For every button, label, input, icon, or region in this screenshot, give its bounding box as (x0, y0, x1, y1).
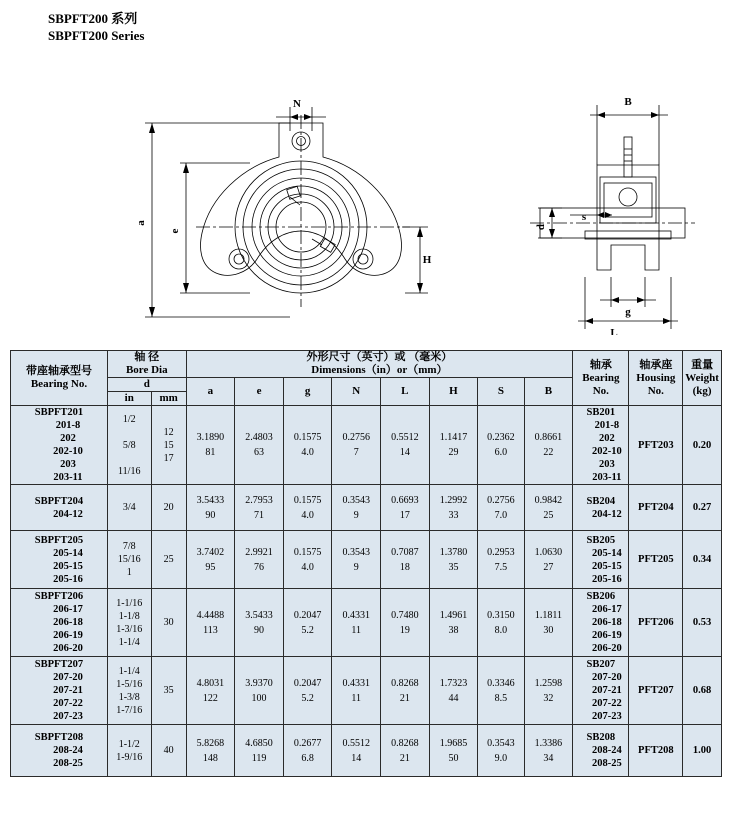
cell-dim-B: 0.9842 25 (524, 485, 573, 531)
cell-dim-N: 0.3543 9 (332, 485, 381, 531)
cell-dim-e: 2.9921 76 (235, 531, 284, 589)
header-housing (629, 351, 683, 406)
cell-dim-a: 5.8268 148 (186, 725, 235, 777)
header-housing-cn: 轴承座 (639, 358, 673, 371)
cell-dim-a: 3.5433 90 (186, 485, 235, 531)
title-line-en: SBPFT200 Series (48, 28, 145, 43)
header-col-g: g (283, 378, 332, 406)
cell-dim-H: 1.1417 29 (429, 406, 478, 485)
cell-bearing-no: SBPFT205 205-14 205-15 205-16 (11, 531, 108, 589)
header-col-N: N (332, 378, 381, 406)
cell-dim-g: 0.1575 4.0 (283, 531, 332, 589)
header-bearing-no2: No. (592, 384, 609, 397)
cell-bearing: SB207 207-20 207-21 207-22 207-23 (573, 657, 629, 725)
cell-bearing: SB201 201-8 202 202-10 203 203-11 (573, 406, 629, 485)
label-a: a (135, 220, 147, 226)
cell-dim-S: 0.3346 8.5 (478, 657, 524, 725)
header-bearing (573, 351, 629, 406)
cell-bore-mm: 30 (151, 589, 186, 657)
cell-dim-B: 1.0630 27 (524, 531, 573, 589)
cell-dim-g: 0.2047 5.2 (283, 589, 332, 657)
cell-dim-a: 3.1890 81 (186, 406, 235, 485)
cell-bore-mm: 25 (151, 531, 186, 589)
cell-dim-L: 0.6693 17 (381, 485, 430, 531)
label-e: e (169, 228, 181, 234)
cell-bore-in: 1/2 5/8 11/16 (107, 406, 151, 485)
header-bore-in: in (107, 392, 151, 406)
cell-bore-mm: 35 (151, 657, 186, 725)
cell-bearing-no: SBPFT204 204-12 (11, 485, 108, 531)
header-bore-cn: 轴 径 (134, 351, 160, 363)
table-row (11, 725, 722, 777)
cell-dim-N: 0.5512 14 (332, 725, 381, 777)
spec-table-body (11, 406, 722, 777)
cell-dim-g: 0.2677 6.8 (283, 725, 332, 777)
header-bearing-no (11, 351, 108, 406)
table-row (11, 406, 722, 485)
cell-housing: PFT207 (629, 657, 683, 725)
header-weight-en: Weight (685, 371, 719, 384)
cell-dim-S: 0.3150 8.0 (478, 589, 524, 657)
cell-bearing-no: SBPFT201 201-8 202 202-10 203 203-11 (11, 406, 108, 485)
cell-housing: PFT203 (629, 406, 683, 485)
spec-table (10, 350, 722, 777)
cell-weight: 0.27 (683, 485, 722, 531)
cell-bearing: SB204 204-12 (573, 485, 629, 531)
spec-table-wrap (10, 350, 722, 777)
table-row (11, 589, 722, 657)
cell-dim-S: 0.3543 9.0 (478, 725, 524, 777)
cell-dim-L: 0.8268 21 (381, 657, 430, 725)
cell-dim-S: 0.2362 6.0 (478, 406, 524, 485)
header-col-L: L (381, 378, 430, 406)
technical-drawing (0, 45, 730, 335)
cell-dim-N: 0.4331 11 (332, 657, 381, 725)
header-housing-en: Housing (636, 371, 676, 384)
label-B: B (624, 96, 632, 108)
cell-dim-N: 0.3543 9 (332, 531, 381, 589)
table-row (11, 531, 722, 589)
cell-weight: 0.53 (683, 589, 722, 657)
cell-dim-L: 0.7087 18 (381, 531, 430, 589)
cell-dim-B: 1.2598 32 (524, 657, 573, 725)
label-H: H (422, 254, 432, 266)
cell-dim-B: 0.8661 22 (524, 406, 573, 485)
label-d: d (535, 223, 547, 231)
cell-bearing: SB205 205-14 205-15 205-16 (573, 531, 629, 589)
cell-dim-e: 3.5433 90 (235, 589, 284, 657)
cell-dim-L: 0.7480 19 (381, 589, 430, 657)
cell-weight: 0.20 (683, 406, 722, 485)
header-weight-cn: 重量 (691, 358, 714, 371)
cell-bore-in: 1-1/4 1-5/16 1-3/8 1-7/16 (107, 657, 151, 725)
header-weight (683, 351, 722, 406)
cell-dim-L: 0.5512 14 (381, 406, 430, 485)
header-col-e: e (235, 378, 284, 406)
cell-dim-a: 3.7402 95 (186, 531, 235, 589)
header-col-S: S (478, 378, 524, 406)
cell-weight: 0.34 (683, 531, 722, 589)
header-dims (186, 351, 573, 378)
cell-housing: PFT204 (629, 485, 683, 531)
cell-dim-g: 0.2047 5.2 (283, 657, 332, 725)
cell-dim-N: 0.4331 11 (332, 589, 381, 657)
cell-dim-e: 3.9370 100 (235, 657, 284, 725)
cell-dim-g: 0.1575 4.0 (283, 485, 332, 531)
cell-weight: 1.00 (683, 725, 722, 777)
cell-bearing-no: SBPFT208 208-24 208-25 (11, 725, 108, 777)
table-row (11, 485, 722, 531)
label-L: L (610, 327, 618, 335)
header-col-B: B (524, 378, 573, 406)
header-bore-en: Bore Dia (125, 364, 168, 376)
cell-dim-H: 1.4961 38 (429, 589, 478, 657)
label-s: s (581, 211, 587, 223)
header-housing-no: No. (647, 384, 664, 397)
cell-dim-a: 4.8031 122 (186, 657, 235, 725)
cell-dim-e: 4.6850 119 (235, 725, 284, 777)
header-weight-unit: (kg) (692, 384, 712, 397)
cell-bearing: SB206 206-17 206-18 206-19 206-20 (573, 589, 629, 657)
header-bearing-cn: 轴承 (589, 358, 612, 371)
header-bearing-en: Bearing (582, 371, 620, 384)
cell-bore-in: 3/4 (107, 485, 151, 531)
cell-housing: PFT206 (629, 589, 683, 657)
cell-bore-in: 1-1/16 1-1/8 1-3/16 1-1/4 (107, 589, 151, 657)
header-bore-mm: mm (151, 392, 186, 406)
cell-dim-e: 2.4803 63 (235, 406, 284, 485)
cell-dim-S: 0.2953 7.5 (478, 531, 524, 589)
cell-dim-N: 0.2756 7 (332, 406, 381, 485)
cell-dim-S: 0.2756 7.0 (478, 485, 524, 531)
cell-weight: 0.68 (683, 657, 722, 725)
header-bore-d: d (107, 378, 186, 392)
cell-dim-e: 2.7953 71 (235, 485, 284, 531)
cell-housing: PFT208 (629, 725, 683, 777)
header-bearing-no-en: Bearing No. (30, 378, 88, 390)
cell-housing: PFT205 (629, 531, 683, 589)
title-line-cn: SBPFT200 系列 (48, 11, 138, 26)
header-col-a: a (186, 378, 235, 406)
cell-bearing-no: SBPFT206 206-17 206-18 206-19 206-20 (11, 589, 108, 657)
cell-bore-in: 1-1/2 1-9/16 (107, 725, 151, 777)
cell-dim-H: 1.9685 50 (429, 725, 478, 777)
cell-dim-g: 0.1575 4.0 (283, 406, 332, 485)
cell-bore-mm: 40 (151, 725, 186, 777)
cell-dim-H: 1.2992 33 (429, 485, 478, 531)
cell-dim-H: 1.7323 44 (429, 657, 478, 725)
drawing-svg (0, 45, 730, 335)
cell-dim-a: 4.4488 113 (186, 589, 235, 657)
cell-dim-B: 1.3386 34 (524, 725, 573, 777)
cell-bearing-no: SBPFT207 207-20 207-21 207-22 207-23 (11, 657, 108, 725)
header-bearing-no-cn: 带座轴承型号 (25, 365, 92, 377)
table-row (11, 657, 722, 725)
header-bore (107, 351, 186, 378)
header-col-H: H (429, 378, 478, 406)
cell-bore-in: 7/8 15/16 1 (107, 531, 151, 589)
header-dims-en: Dimensions（in）or（mm） (311, 364, 448, 376)
cell-dim-H: 1.3780 35 (429, 531, 478, 589)
label-N: N (293, 98, 301, 110)
header-dims-cn: 外形尺寸（英寸）或 （毫米） (306, 351, 453, 363)
cell-bore-mm: 20 (151, 485, 186, 531)
cell-bearing: SB208 208-24 208-25 (573, 725, 629, 777)
page-title (48, 10, 144, 44)
cell-dim-L: 0.8268 21 (381, 725, 430, 777)
cell-bore-mm: 12 15 17 (151, 406, 186, 485)
label-g: g (625, 306, 631, 318)
cell-dim-B: 1.1811 30 (524, 589, 573, 657)
